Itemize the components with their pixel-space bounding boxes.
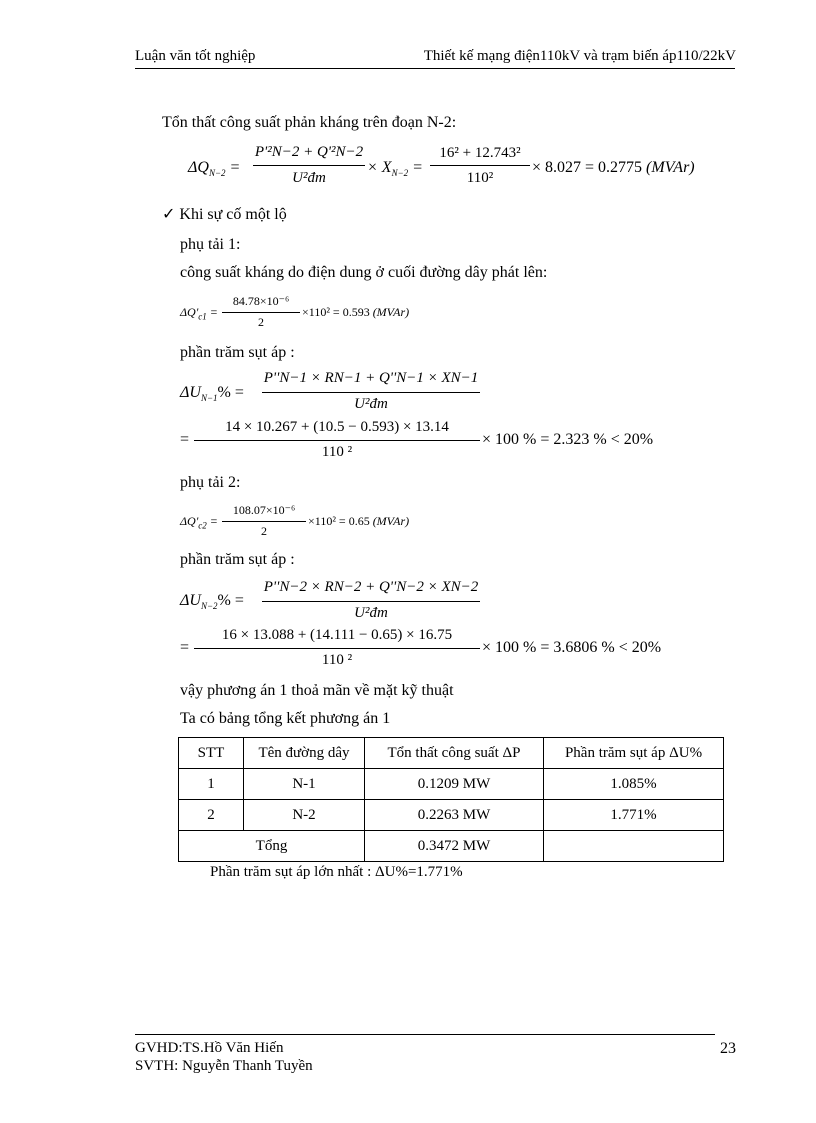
header-left: Luận văn tốt nghiệp xyxy=(135,48,256,64)
eq1-denominator: U²đm xyxy=(292,170,326,186)
eq-du2-lhs-tail: % = xyxy=(217,592,244,609)
eq-du2-numerator: P''N−2 × RN−2 + Q''N−2 × XN−2 xyxy=(263,579,479,595)
table-cell: 0.1209 MW xyxy=(365,769,544,800)
q-loss-heading: Tổn thất công suất phản kháng trên đoạn N-2: xyxy=(162,114,457,131)
eq-du1-equals: = xyxy=(180,431,190,448)
eq-du2-denominator-2: 110 ² xyxy=(321,652,353,668)
eq1-fraction-bar-2 xyxy=(430,165,530,166)
eq1-result: × 8.027 = 0.2775 xyxy=(532,159,643,176)
eq-du2-lhs: ΔU xyxy=(180,592,201,609)
eq-du2-fraction-bar xyxy=(262,601,480,602)
eq1-numerator-2: 16² + 12.743² xyxy=(439,145,521,161)
header-right: Thiết kế mạng điện110kV và trạm biến áp110/22kV xyxy=(423,48,736,64)
eq-du1-numerator: P''N−1 × RN−1 + Q''N−1 × XN−1 xyxy=(263,370,479,386)
table-cell: 1 xyxy=(179,769,244,800)
footer-rule xyxy=(135,1034,715,1035)
max-drop-text: Phần trăm sụt áp lớn nhất : ΔU%=1.771% xyxy=(210,864,463,880)
eq-qc1-result: ×110² = 0.593 xyxy=(302,305,370,319)
eq1-times-sub: N−2 xyxy=(391,168,409,179)
voltage-drop-label-2: phần trăm sụt áp : xyxy=(180,551,295,568)
voltage-drop-label-1: phần trăm sụt áp : xyxy=(180,344,295,361)
eq1-fraction-bar xyxy=(253,165,365,166)
table-cell: 2 xyxy=(179,800,244,831)
eq-du1-fraction-bar xyxy=(262,392,480,393)
eq1-times: × X xyxy=(367,159,392,176)
summary-table xyxy=(178,737,724,862)
eq-du2-fraction-bar-2 xyxy=(194,648,480,649)
fault-heading xyxy=(162,204,287,224)
eq-du2-result: × 100 % = 3.6806 % < 20% xyxy=(482,639,662,656)
eq-qc1-lhs: ΔQ' xyxy=(180,305,199,319)
eq-du2-equals: = xyxy=(180,639,190,656)
header-rule xyxy=(135,68,735,69)
table-total-value: 0.3472 MW xyxy=(365,831,544,862)
table-total-label: Tổng xyxy=(179,831,365,862)
eq-qc1-fraction-bar xyxy=(222,312,300,313)
table-row xyxy=(179,769,724,800)
eq-du1-numerator-2: 14 × 10.267 + (10.5 − 0.593) × 13.14 xyxy=(225,419,449,435)
table-cell: N-1 xyxy=(244,769,365,800)
table-row xyxy=(179,800,724,831)
eq-du1-fraction-bar-2 xyxy=(194,440,480,441)
table-cell: 1.771% xyxy=(544,800,724,831)
footer-student: SVTH: Nguyễn Thanh Tuyền xyxy=(135,1058,313,1074)
eq-qc2-unit: (MVAr) xyxy=(372,514,410,528)
eq1-numerator: P'²N−2 + Q'²N−2 xyxy=(254,144,364,160)
table-header-cell: Tên đường dây xyxy=(244,738,365,769)
eq-du2-lhs-sub: N−2 xyxy=(200,601,218,612)
eq-du1-lhs-sub: N−1 xyxy=(200,393,218,404)
table-header-cell: Tổn thất công suất ΔP xyxy=(365,738,544,769)
eq-qc2-numerator: 108.07×10⁻⁶ xyxy=(232,503,296,517)
eq-du1-denominator: U²đm xyxy=(354,396,388,412)
eq1-unit: (MVAr) xyxy=(646,159,695,176)
eq-qc2-denominator: 2 xyxy=(261,524,267,538)
eq-du1-result: × 100 % = 2.323 % < 20% xyxy=(482,431,654,448)
eq-qc2-lhs: ΔQ' xyxy=(180,514,199,528)
load1-label: phụ tải 1: xyxy=(180,236,241,253)
eq-qc1-denominator: 2 xyxy=(258,315,264,329)
eq1-lhs: ΔQ xyxy=(188,159,209,176)
eq-du2-numerator-2: 16 × 13.088 + (14.111 − 0.65) × 16.75 xyxy=(221,627,453,643)
eq1-denominator-2: 110² xyxy=(466,170,494,186)
check-icon: ✓ xyxy=(162,206,176,223)
footer-advisor: GVHD:TS.Hồ Văn Hiến xyxy=(135,1040,284,1056)
eq-du1-lhs-tail: % = xyxy=(217,384,244,401)
eq-qc1-lhs-sub: c1 xyxy=(198,311,207,322)
table-cell-empty xyxy=(544,831,724,862)
eq-qc1-numerator: 84.78×10⁻⁶ xyxy=(232,294,290,308)
eq-qc1-unit: (MVAr) xyxy=(372,305,410,319)
capacitive-text: công suất kháng do điện dung ở cuối đường dây phát lên: xyxy=(180,264,548,281)
table-intro: Ta có bảng tổng kết phương án 1 xyxy=(180,710,391,727)
table-cell: N-2 xyxy=(244,800,365,831)
eq-du1-lhs: ΔU xyxy=(180,384,201,401)
eq-qc2-lhs-sub: c2 xyxy=(198,520,207,531)
fault-heading-text: Khi sự cố một lộ xyxy=(179,206,287,223)
eq1-lhs-sub: N−2 xyxy=(208,168,226,179)
table-header-row xyxy=(179,738,724,769)
conclusion-text: vậy phương án 1 thoả mãn về mặt kỹ thuật xyxy=(180,682,454,699)
table-header-cell: STT xyxy=(179,738,244,769)
eq-du2-denominator: U²đm xyxy=(354,605,388,621)
page-number: 23 xyxy=(720,1040,736,1057)
table-cell: 1.085% xyxy=(544,769,724,800)
load2-label: phụ tải 2: xyxy=(180,474,241,491)
table-cell: 0.2263 MW xyxy=(365,800,544,831)
table-header-cell: Phần trăm sụt áp ΔU% xyxy=(544,738,724,769)
eq-qc2-fraction-bar xyxy=(222,521,306,522)
table-total-row xyxy=(179,831,724,862)
eq-qc2-result: ×110² = 0.65 xyxy=(308,514,370,528)
eq-du1-denominator-2: 110 ² xyxy=(321,444,353,460)
